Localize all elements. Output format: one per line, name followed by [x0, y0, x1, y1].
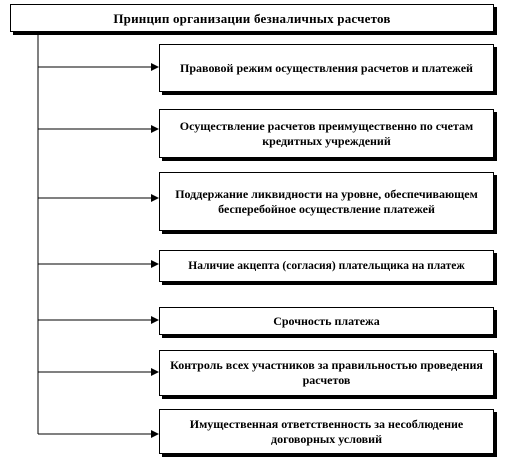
principle-box-5 [159, 307, 494, 335]
principle-label: Правовой режим осуществления расчетов и платежей [180, 60, 473, 75]
principle-box-6 [159, 350, 494, 396]
branch-arrow-7 [38, 430, 159, 438]
principle-label: Осуществление расчетов преимущественно по счетам кредитных учреждений [179, 118, 474, 148]
principle-box-7 [159, 409, 494, 454]
branch-arrow-4 [38, 260, 159, 268]
principle-box-1 [159, 44, 494, 92]
principle-label: Поддержание ликвидности на уровне, обеспечивающем бесперебойное осуществление платежей [175, 186, 478, 216]
principle-box-3 [159, 172, 494, 231]
branch-arrow-5 [38, 316, 159, 324]
principle-box-2 [159, 109, 494, 158]
principle-label: Наличие акцепта (согласия) плательщика на платеж [188, 259, 465, 272]
principle-box-4 [159, 250, 494, 282]
branch-arrow-1 [38, 63, 159, 71]
branch-arrow-3 [38, 194, 159, 202]
principle-label: Имущественная ответственность за несоблюдение договорных условий [189, 416, 464, 446]
branch-arrow-2 [38, 125, 159, 133]
diagram-title [10, 4, 494, 32]
principle-label: Срочность платежа [273, 313, 380, 328]
diagram-title-text: Принцип организации безналичных расчетов [113, 10, 391, 26]
principle-label: Контроль всех участников за правильностью проведения расчетов [170, 358, 483, 387]
branch-arrow-6 [38, 368, 159, 376]
